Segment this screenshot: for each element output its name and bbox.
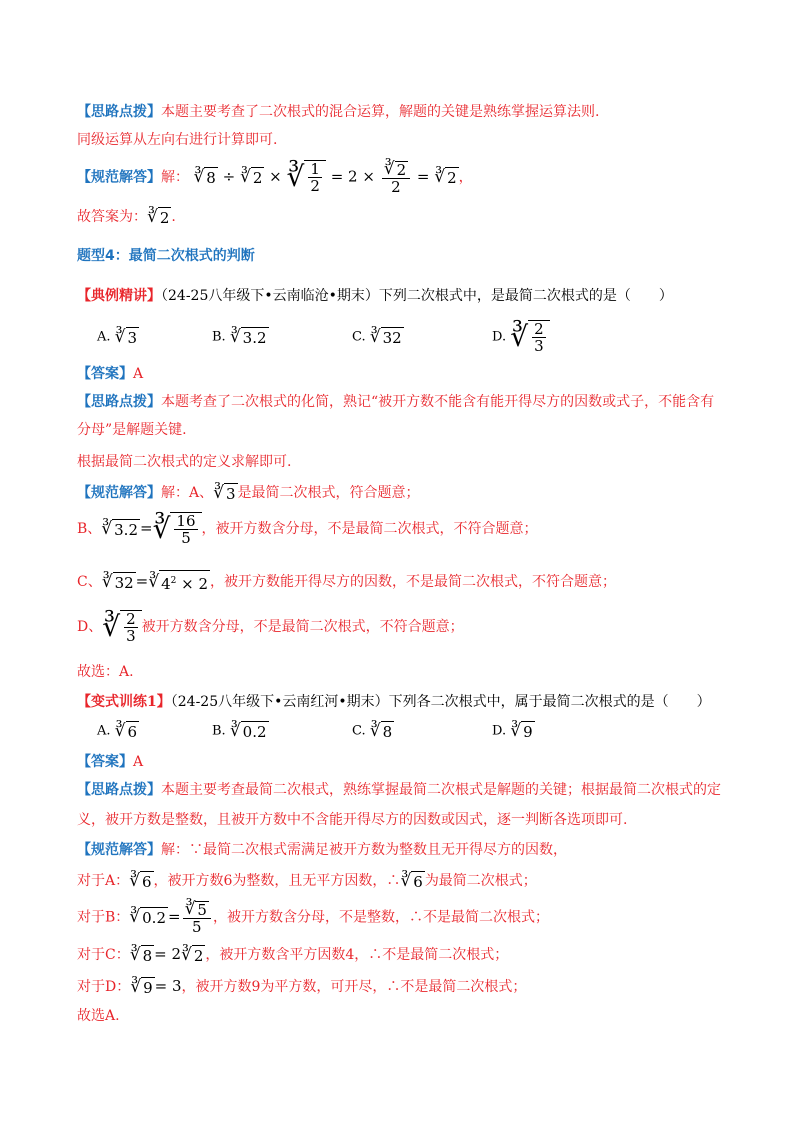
variant-jie: 【规范解答】解：∵最简二次根式需满足被开方数为整数且无开得尽方的因数， (77, 842, 567, 858)
dianli-tag: 【典例精讲】 (77, 288, 161, 304)
v-option-b: B. ∛ 0.2 (212, 721, 267, 741)
option-d: D. ∛ $\frac{2}{3}$ (492, 320, 550, 354)
example-jie-a: 【规范解答】解：A、∛ 3 是最简二次根式，符合题意； (77, 483, 420, 503)
variant-question: 【变式训练1】（24-25八年级下•云南红河•期末）下列各二次根式中，属于最简二次根式的是（ ） (77, 694, 711, 710)
guifan-line-1: 【规范解答】解： ∛ 8 ÷ ∛ 2 × ∛ $\frac{1}{2}$ = 2 × $\frac{∛ 2}{2}$ = ∛ 2 ， (77, 159, 473, 196)
example-jie-c: C、∛ 32 =∛ $4^2 \times 2$ ，被开方数能开得尽方的因数，不是最简二次根式，不符合题意； (77, 572, 617, 593)
example-answer: 【答案】A (77, 366, 144, 382)
example-jie-d: D、∛ $\frac{2}{3}$ 被开方数含分母，不是最简二次根式，不符合题意； (77, 610, 464, 645)
variant-d: 对于D：∛ 9 = 3，被开方数9为平方数，可开尽，∴不是最简二次根式； (77, 977, 527, 997)
variant-c: 对于C：∛ 8 = 2∛ 2 ，被开方数含平方因数4，∴不是最简二次根式； (77, 945, 509, 965)
guifan-tag: 【规范解答】 (77, 169, 161, 186)
variant-answer: 【答案】A (77, 754, 144, 770)
math-expression: ∛ 8 ÷ ∛ 2 × ∛ $\frac{1}{2}$ = 2 × $\frac{∛ 2}{2}$ = ∛ 2 (193, 159, 457, 196)
variant-silu-1: 【思路点拨】本题主要考查最简二次根式，熟练掌握最简二次根式是解题的关键；根据最简二次根式的定 (77, 782, 721, 798)
example-conclusion: 故选：A. (77, 664, 134, 680)
option-a: A. ∛ 3 (97, 327, 138, 347)
variant-b: 对于B：∛ 0.2 = $\frac{∛ 5}{5}$ ，被开方数含分母，不是整数，∴不是最简二次根式； (77, 899, 549, 936)
variant-a: 对于A：∛ 6 ，被开方数6为整数，且无平方因数，∴∛ 6 为最简二次根式； (77, 871, 537, 891)
silu-text: 本题主要考查了二次根式的混合运算，解题的关键是熟练掌握运算法则. (161, 104, 600, 120)
silu-tag: 【思路点拨】 (77, 104, 161, 120)
section-heading: 题型4：最简二次根式的判断 (77, 248, 255, 264)
answer-line-1: 故答案为：∛ 2 . (77, 207, 176, 227)
v-option-d: D. ∛ 9 (492, 721, 533, 741)
example-options (77, 320, 760, 360)
option-c: C. ∛ 32 (352, 327, 402, 347)
example-silu-1: 【思路点拨】本题考查了二次根式的化简，熟记“被开方数不能含有能开得尽方的因数或式子，不能含有 (77, 394, 715, 410)
variant-silu-2: 义，被开方数是整数，且被开方数中不含能开得尽方的因数或因式，逐一判断各选项即可. (77, 812, 628, 828)
example-silu-2: 分母”是解题关键. (77, 422, 187, 438)
example-jie-b: B、∛ 3.2 =∛ $\frac{16}{5}$ ，被开方数含分母，不是最简二次根式，不符合题意； (77, 512, 538, 547)
v-option-c: C. ∛ 8 (352, 721, 393, 741)
example-question: 【典例精讲】（24-25八年级下•云南临沧•期末）下列二次根式中，是最简二次根式的是（ ） (77, 288, 673, 304)
variant-options (77, 720, 760, 744)
silu-line-1 (77, 102, 760, 122)
variant-conclusion: 故选A. (77, 1008, 120, 1024)
example-silu-3: 根据最简二次根式的定义求解即可. (77, 454, 292, 470)
option-b: B. ∛ 3.2 (212, 327, 267, 347)
v-option-a: A. ∛ 6 (97, 721, 138, 741)
silu-line-2: 同级运算从左向右进行计算即可. (77, 132, 278, 148)
bianshi-tag: 【变式训练1】 (77, 694, 171, 710)
